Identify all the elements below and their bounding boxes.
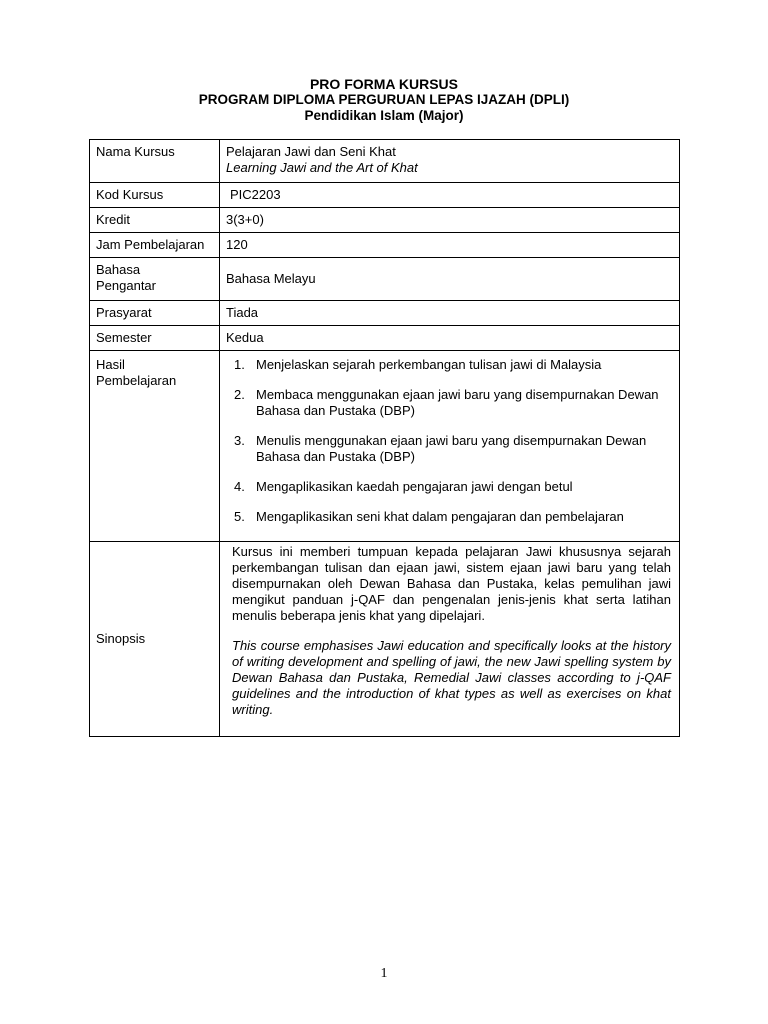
item-number: 3. — [234, 433, 245, 448]
row-bahasa-pengantar — [90, 258, 680, 301]
course-proforma-table — [89, 139, 680, 737]
item-text: Menulis menggunakan ejaan jawi baru yang disempurnakan Dewan Bahasa dan Pustaka (DBP) — [256, 433, 647, 464]
value-prasyarat: Tiada — [220, 301, 680, 326]
value-kod-kursus: PIC2203 — [220, 183, 680, 208]
row-prasyarat — [90, 301, 680, 326]
label-hasil-line1: Hasil — [96, 357, 125, 372]
list-item — [226, 479, 673, 495]
learning-outcomes-list — [226, 357, 673, 525]
label-kredit: Kredit — [90, 208, 220, 233]
label-jam-pembelajaran: Jam Pembelajaran — [90, 233, 220, 258]
item-number: 2. — [234, 387, 245, 402]
major-title: Pendidikan Islam (Major) — [304, 108, 464, 123]
row-nama-kursus — [90, 140, 680, 183]
label-kod-kursus: Kod Kursus — [90, 183, 220, 208]
row-kod-kursus — [90, 183, 680, 208]
value-kredit: 3(3+0) — [220, 208, 680, 233]
list-item — [226, 387, 673, 419]
value-sinopsis — [220, 542, 680, 737]
value-hasil-pembelajaran — [220, 351, 680, 542]
course-name-en: Learning Jawi and the Art of Khat — [226, 160, 418, 175]
row-jam-pembelajaran — [90, 233, 680, 258]
value-semester: Kedua — [220, 326, 680, 351]
synopsis-english: This course emphasises Jawi education and specifically looks at the history of writing development and spelling of jawi, the new Jawi spelling system by Dewan Bahasa dan Pustaka, Remedial Jawi classes according to j-QAF guidelines and the introduction of khat types as well as exercises on khat writing. — [232, 638, 671, 717]
label-hasil-line2: Pembelajaran — [96, 373, 177, 388]
label-sinopsis: Sinopsis — [90, 542, 220, 737]
item-text: Mengaplikasikan seni khat dalam pengajaran dan pembelajaran — [256, 509, 624, 524]
row-sinopsis — [90, 542, 680, 737]
item-text: Membaca menggunakan ejaan jawi baru yang disempurnakan Dewan Bahasa dan Pustaka (DBP) — [256, 387, 659, 418]
label-hasil-pembelajaran — [90, 351, 220, 542]
program-title: PROGRAM DIPLOMA PERGURUAN LEPAS IJAZAH (DPLI) — [198, 92, 570, 107]
label-semester: Semester — [90, 326, 220, 351]
label-bahasa-pengantar — [90, 258, 220, 301]
row-hasil-pembelajaran — [90, 351, 680, 542]
item-text: Mengaplikasikan kaedah pengajaran jawi dengan betul — [256, 479, 573, 494]
course-name-ms: Pelajaran Jawi dan Seni Khat — [226, 144, 396, 159]
page-number: 1 — [380, 966, 388, 981]
value-jam-pembelajaran: 120 — [220, 233, 680, 258]
document-header — [0, 76, 768, 124]
label-nama-kursus: Nama Kursus — [90, 140, 220, 183]
item-text: Menjelaskan sejarah perkembangan tulisan jawi di Malaysia — [256, 357, 602, 372]
list-item — [226, 509, 673, 525]
label-bahasa-line2: Pengantar — [96, 278, 156, 293]
value-bahasa-pengantar: Bahasa Melayu — [220, 258, 680, 301]
row-semester — [90, 326, 680, 351]
item-number: 5. — [234, 509, 245, 524]
item-number: 4. — [234, 479, 245, 494]
synopsis-malay: Kursus ini memberi tumpuan kepada pelajaran Jawi khususnya sejarah perkembangan tulisan dan ejaan jawi, sistem ejaan jawi baru yang telah disempurnakan oleh Dewan Bahasa dan Pustaka, kelas pemulihan jawi mengikut panduan j-QAF dan pengenalan jenis-jenis khat serta latihan menulis beberapa jenis khat yang dipelajari. — [232, 544, 671, 623]
label-bahasa-line1: Bahasa — [96, 262, 141, 277]
item-number: 1. — [234, 357, 245, 372]
list-item — [226, 433, 673, 465]
row-kredit — [90, 208, 680, 233]
label-prasyarat: Prasyarat — [90, 301, 220, 326]
list-item — [226, 357, 673, 373]
value-nama-kursus — [220, 140, 680, 183]
form-title: PRO FORMA KURSUS — [309, 76, 459, 92]
